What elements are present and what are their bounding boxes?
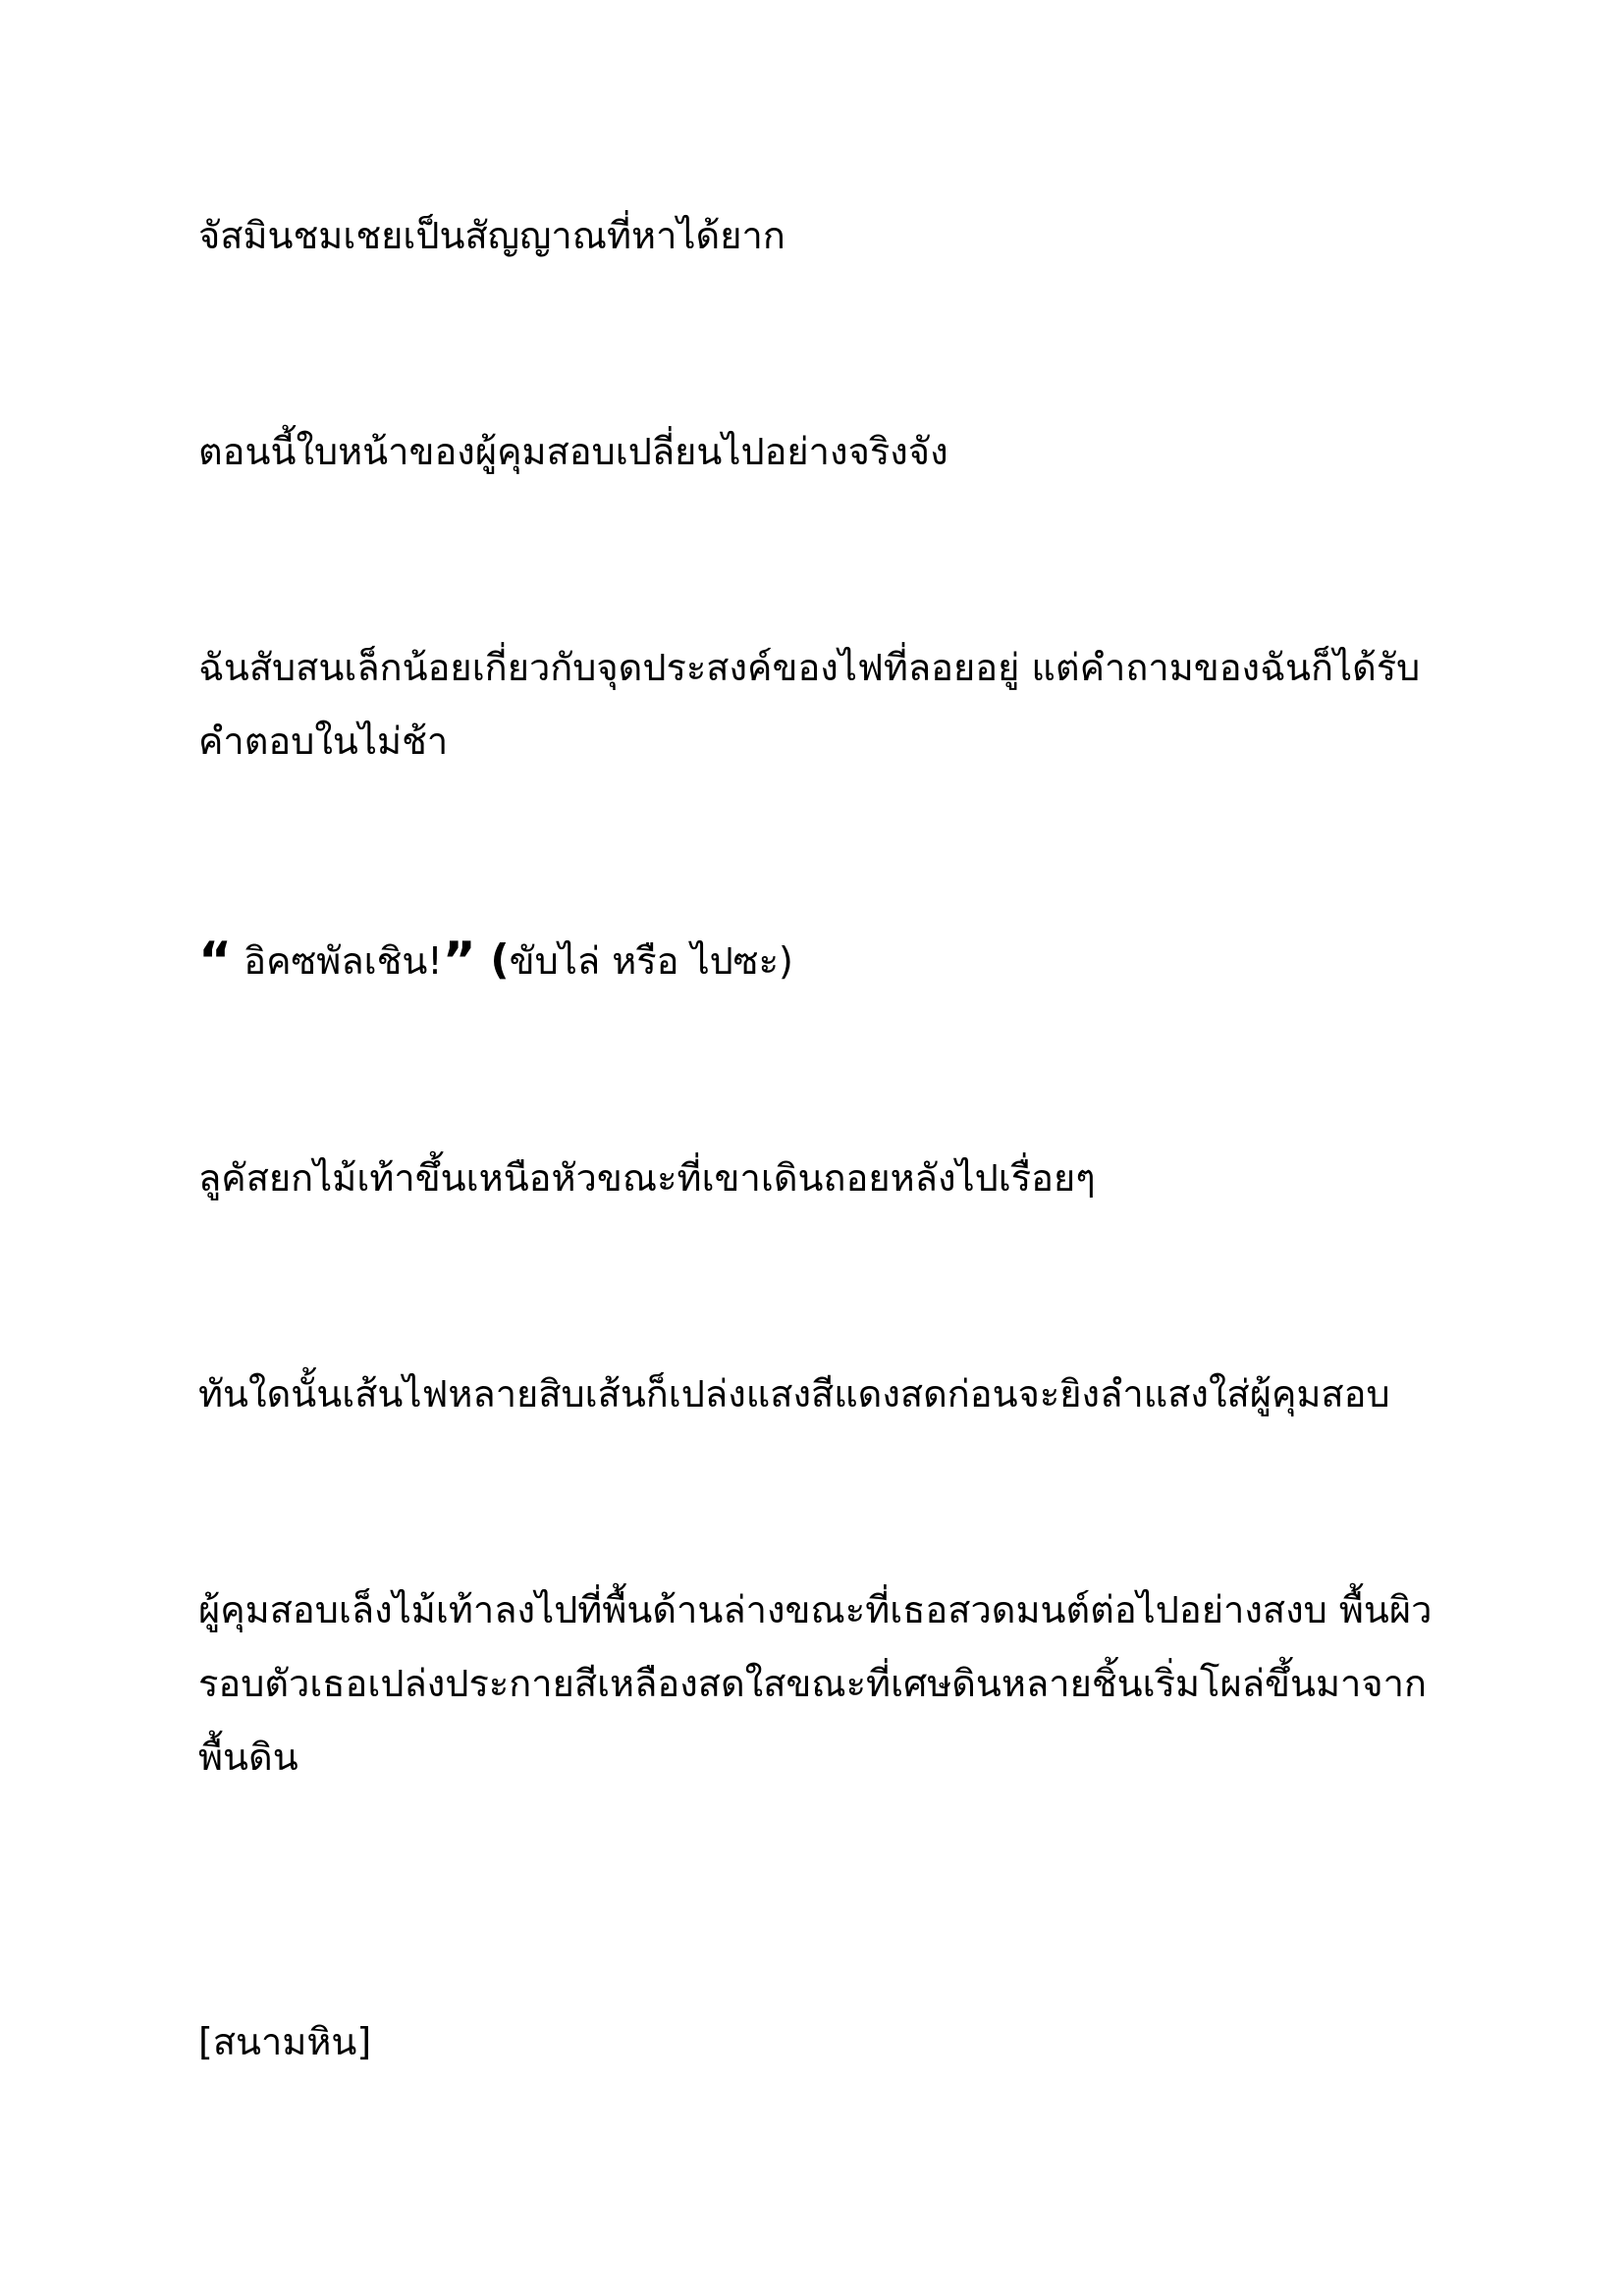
paragraph-4-dialogue — [198, 923, 1435, 998]
open-paren: ( — [475, 935, 510, 984]
paragraph-3 — [198, 631, 1435, 778]
paragraph-5 — [198, 1142, 1435, 1215]
open-quote: “ — [198, 932, 233, 990]
paragraph-1 — [198, 199, 1435, 273]
paragraph-line: ทันใดนั้นเส้นไฟหลายสิบเส้นก็เปล่งแสงสีแดงสดก่อนจะยิงลำแสงใส่ผู้คุมสอบ — [198, 1372, 1390, 1415]
paragraph-8-skill-name — [198, 2005, 1435, 2079]
paragraph-line: ฉันสับสนเล็กน้อยเกี่ยวกับจุดประสงค์ของไฟที่ลอยอยู่ แต่คำถามของฉันก็ได้รับ — [198, 646, 1421, 689]
paragraph-line: ผู้คุมสอบเล็งไม้เท้าลงไปที่พื้นด้านล่างขณะที่เธอสวดมนต์ต่อไปอย่างสงบ พื้นผิว — [198, 1588, 1433, 1631]
spoken-incantation: อิคซพัลเชิน! — [232, 939, 443, 983]
translation-note: ขับไล่ หรือ ไปซะ) — [509, 939, 793, 983]
paragraph-line: จัสมินชมเชยเป็นสัญญาณที่หาได้ยาก — [198, 214, 785, 257]
skill-name: [สนามหิน] — [198, 2020, 372, 2063]
paragraph-line: พื้นดิน — [198, 1735, 298, 1779]
paragraph-line: รอบตัวเธอเปล่งประกายสีเหลืองสดใสขณะที่เศษดินหลายชิ้นเริ่มโผล่ขึ้นมาจาก — [198, 1662, 1427, 1705]
close-quote: ” — [442, 932, 476, 990]
paragraph-6 — [198, 1358, 1435, 1431]
paragraph-2 — [198, 415, 1435, 489]
paragraph-line: ลูคัสยกไม้เท้าขึ้นเหนือหัวขณะที่เขาเดินถอยหลังไปเรื่อยๆ — [198, 1156, 1096, 1200]
paragraph-line: คำตอบในไม่ช้า — [198, 720, 449, 763]
paragraph-line: ตอนนี้ใบหน้าของผู้คุมสอบเปลี่ยนไปอย่างจริงจัง — [198, 430, 948, 473]
dialogue-line — [198, 923, 1435, 998]
paragraph-7 — [198, 1574, 1435, 1794]
